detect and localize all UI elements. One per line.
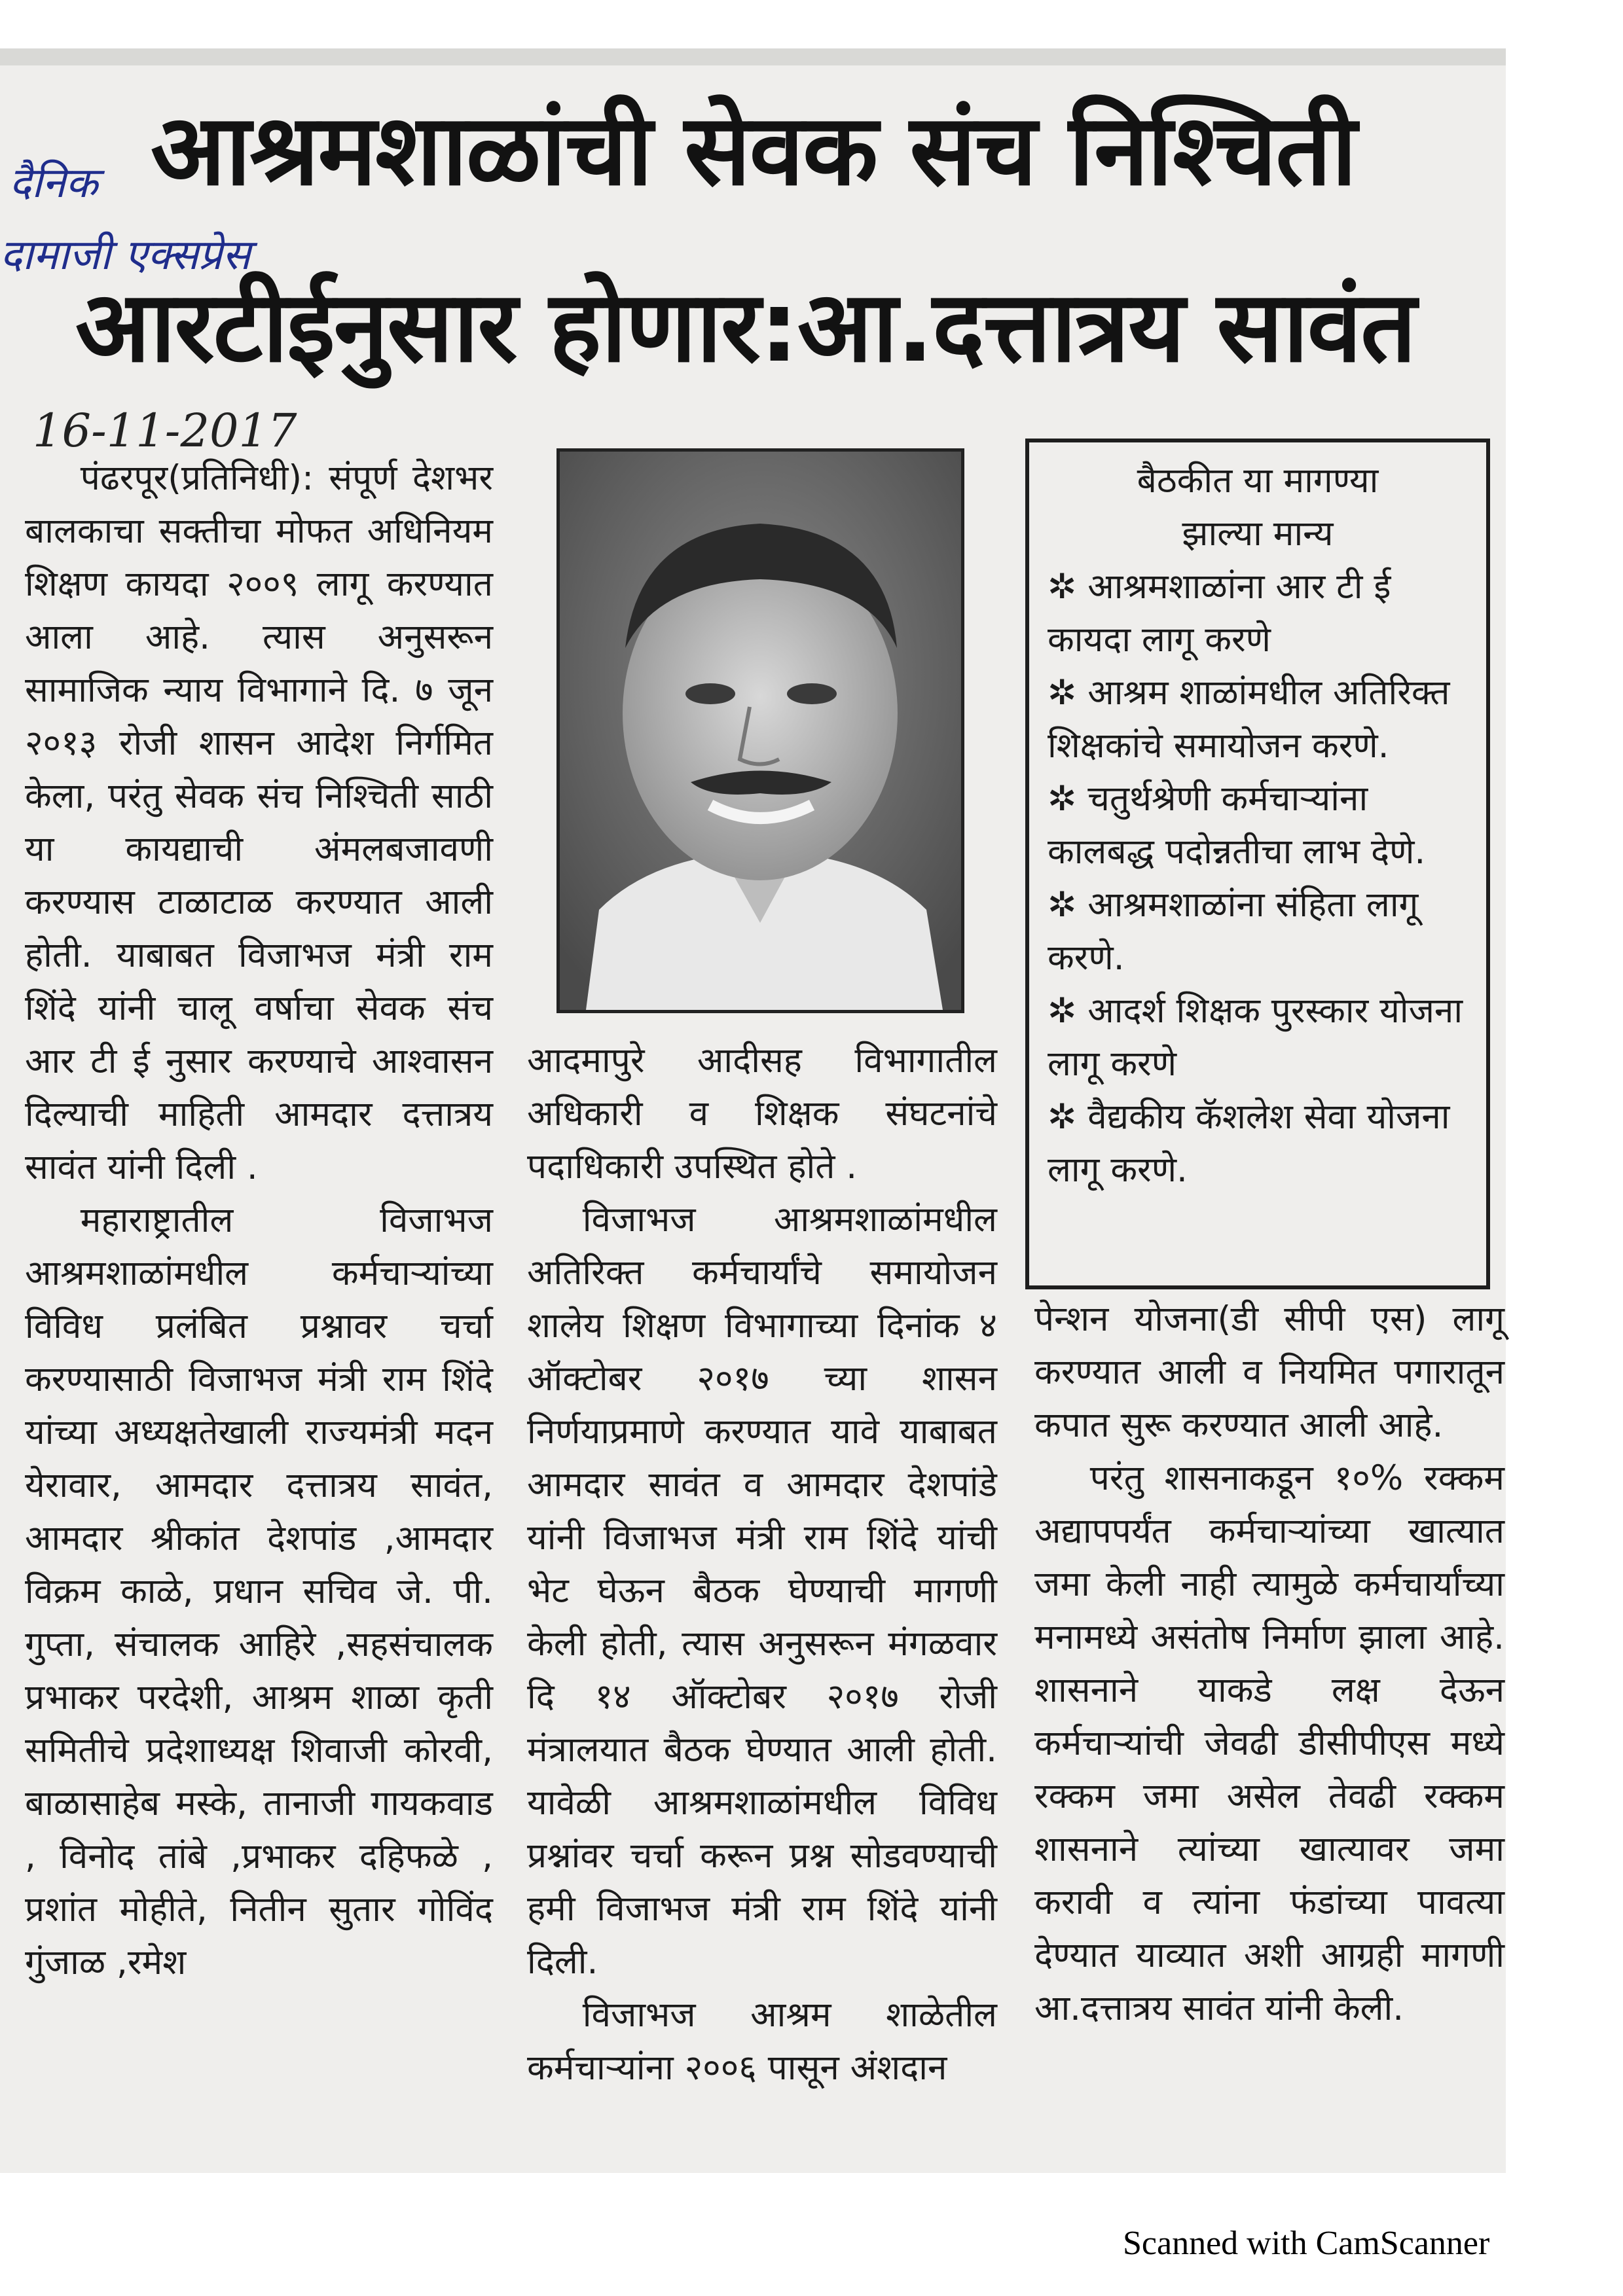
demand-item: ✲ आश्रमशाळांना संहिता लागू करणे. — [1048, 885, 1419, 978]
article-column-2 — [527, 1034, 997, 2094]
headline-line2: आरटीईनुसार होणार:आ.दत्तात्रय सावंत — [75, 270, 1415, 384]
demand-item: ✲ आश्रमशाळांना आर टी ई कायदा लागू करणे — [1048, 567, 1391, 660]
portrait-photo — [556, 448, 964, 1013]
portrait-image — [560, 452, 961, 1010]
clipping-top-edge — [0, 48, 1506, 65]
handwritten-date: 16-11-2017 — [33, 404, 297, 457]
handwritten-newspaper-name-line2: दामाजी एक्सप्रेस — [0, 231, 251, 279]
paragraph: महाराष्ट्रातील विजाभज आश्रमशाळांमधील कर्मचाऱ्यांच्या विविध प्रलंबित प्रश्नावर चर्चा करण्यासाठी विजाभज मंत्री राम शिंदे यांच्या अध्यक्षतेखाली राज्यमंत्री मदन येरावार, आमदार दत्तात्रय सावंत, आमदार श्रीकांत देशपांड ,आमदार विक्रम काळे, प्रधान सचिव जे. पी. गुप्ता, संचालक आहिरे ,सहसंचालक प्रभाकर परदेशी, आश्रम शाळा कृती समितीचे प्रदेशाध्यक्ष शिवाजी कोरवी, बाळासाहेब मस्के, तानाजी गायकवाड , विनोद तांबे ,प्रभाकर दहिफळे , प्रशांत मोहीते, नितीन सुतार गोविंद गुंजाळ ,रमेश — [25, 1200, 493, 1982]
box-title-line2: झाल्या मान्य — [1182, 514, 1334, 554]
paragraph: परंतु शासनाकडून १०% रक्कम अद्यापपर्यंत कर्मचाऱ्यांच्या खात्यात जमा केली नाही त्यामुळे कर्मचार्यांच्या मनामध्ये असंतोष निर्माण झाला आहे. शासनाने याकडे लक्ष देऊन कर्मचाऱ्यांची जेवढी डीसीपीएस मध्ये रक्कम जमा असेल तेवढी रक्कम शासनाने त्यांच्या खात्यावर जमा करावी व त्यांना फंडांच्या पावत्या देण्यात याव्यात अशी आग्रही मागणी आ.दत्तात्रय सावंत यांनी केली. — [1034, 1458, 1504, 2028]
demand-item: ✲ वैद्यकीय कॅशलेश सेवा योजना लागू करणे. — [1048, 1097, 1450, 1190]
article-column-1 — [25, 452, 493, 1989]
paragraph: पंढरपूर(प्रतिनिधी): संपूर्ण देशभर बालकाचा सक्तीचा मोफत अधिनियम शिक्षण कायदा २००९ लागू करण्यात आला आहे. त्यास अनुसरून सामाजिक न्याय विभागाने दि. ७ जून २०१३ रोजी शासन आदेश निर्गमित केला, परंतु सेवक संच निश्चिती साठी या कायद्याची अंमलबजावणी करण्यास टाळाटाळ करण्यात आली होती. याबाबत विजाभज मंत्री राम शिंदे यांनी चालू वर्षाचा सेवक संच आर टी ई नुसार करण्याचे आश्वासन दिल्याची माहिती आमदार दत्तात्रय सावंत यांनी दिली . — [25, 458, 493, 1187]
paragraph: पेन्शन योजना(डी सीपी एस) लागू करण्यात आली व नियमित पगारातून कपात सुरू करण्यात आली आहे. — [1034, 1299, 1504, 1445]
handwritten-newspaper-name-line1: दैनिक — [9, 159, 98, 207]
paragraph: विजाभज आश्रम शाळेतील कर्मचाऱ्यांना २००६ पासून अंशदान — [527, 1995, 997, 2088]
demand-item: ✲ आश्रम शाळांमधील अतिरिक्त शिक्षकांचे समायोजन करणे. — [1048, 673, 1450, 766]
article-column-3 — [1034, 1293, 1504, 2035]
demand-item: ✲ आदर्श शिक्षक पुरस्कार योजना लागू करणे — [1048, 991, 1463, 1084]
demands-box — [1025, 439, 1490, 1289]
paragraph: आदमापुरे आदीसह विभागातील अधिकारी व शिक्षक संघटनांचे पदाधिकारी उपस्थित होते . — [527, 1041, 997, 1187]
headline-line1: आश्रमशाळांची सेवक संच निश्चिती — [151, 94, 1356, 207]
demand-item: ✲ चतुर्थश्रेणी कर्मचाऱ्यांना कालबद्ध पदोन्नतीचा लाभ देणे. — [1048, 779, 1426, 872]
box-title-line1: बैठकीत या मागण्या — [1137, 461, 1379, 501]
paragraph: विजाभज आश्रमशाळांमधील अतिरिक्त कर्मचार्यांचे समायोजन शालेय शिक्षण विभागाच्या दिनांक ४ ऑक्टोबर २०१७ च्या शासन निर्णयाप्रमाणे करण्यात यावे याबाबत आमदार सावंत व आमदार देशपांडे यांनी विजाभज मंत्री राम शिंदे यांची भेट घेऊन बैठक घेण्याची मागणी केली होती, त्यास अनुसरून मंगळवार दि १४ ऑक्टोबर २०१७ रोजी मंत्रालयात बैठक घेण्यात आली होती. यावेळी आश्रमशाळांमधील विविध प्रश्नांवर चर्चा करून प्रश्न सोडवण्याची हमी विजाभज मंत्री राम शिंदे यांनी दिली. — [527, 1200, 997, 1982]
scanner-watermark: Scanned with CamScanner — [1123, 2225, 1490, 2262]
